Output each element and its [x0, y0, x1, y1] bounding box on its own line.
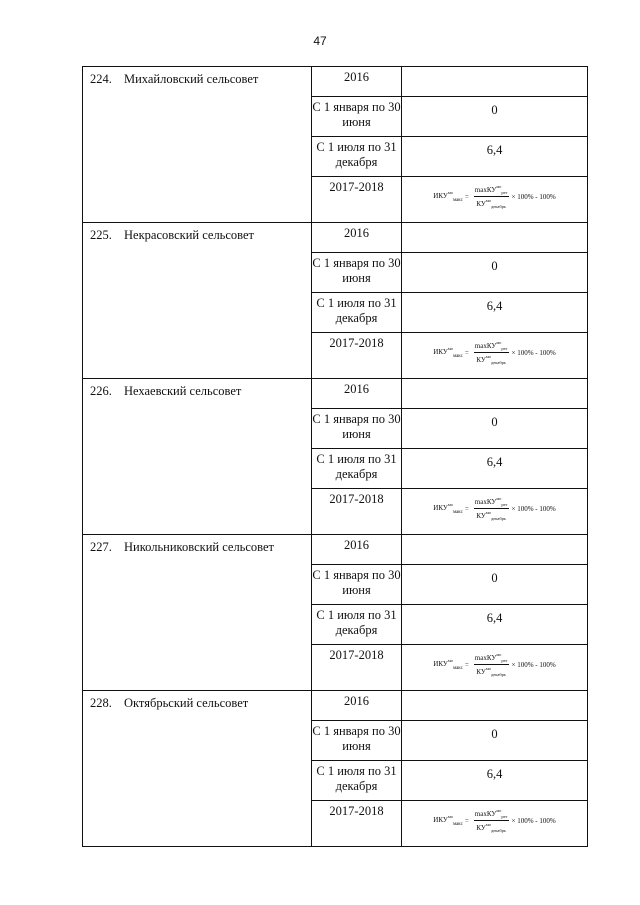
period-label: С 1 января по 30 июня	[312, 724, 401, 753]
table-row	[83, 379, 588, 409]
formula-den-sub: декабрь	[490, 672, 506, 677]
period-label: 2017-2018	[329, 492, 384, 506]
period-label: 2016	[344, 226, 369, 240]
municipality-name: Михайловский сельсовет	[124, 72, 259, 86]
value-cell	[402, 409, 588, 449]
period-label: 2016	[344, 70, 369, 84]
formula-lhs	[433, 190, 463, 203]
formula-denominator	[475, 821, 507, 833]
formula-lhs-sub: макс	[452, 510, 463, 515]
formula	[433, 808, 555, 833]
value-text: 0	[491, 259, 498, 273]
value-cell	[402, 605, 588, 645]
value-text: 0	[491, 415, 498, 429]
period-label: 2017-2018	[329, 648, 384, 662]
formula-den-sup: мо	[485, 822, 491, 827]
value-cell	[402, 293, 588, 333]
formula-lhs	[433, 346, 463, 359]
formula-num-sub: рег	[501, 502, 508, 507]
formula-equals: =	[464, 816, 469, 825]
formula-num-sub: рег	[501, 190, 508, 195]
formula-num-sub: рег	[501, 658, 508, 663]
period-label: С 1 января по 30 июня	[312, 100, 401, 129]
row-number: 227.	[90, 540, 112, 554]
formula-lhs-sup: мо	[447, 814, 453, 819]
formula-numerator	[474, 340, 509, 353]
municipality-cell	[83, 67, 312, 223]
formula	[433, 184, 555, 209]
period-cell	[312, 565, 402, 605]
period-cell	[312, 379, 402, 409]
formula-num-text: maxКУ	[474, 498, 497, 506]
value-text: 0	[491, 103, 498, 117]
formula-lhs	[433, 658, 463, 671]
formula-den-sup: мо	[485, 354, 491, 359]
formula-num-sup: мо	[496, 340, 502, 345]
formula-lhs-text: ИКУ	[433, 504, 448, 512]
formula-den-sup: мо	[485, 198, 491, 203]
period-label: 2016	[344, 538, 369, 552]
formula-equals: =	[464, 504, 469, 513]
period-label: 2016	[344, 382, 369, 396]
formula-fraction	[474, 184, 509, 209]
period-label: 2017-2018	[329, 336, 384, 350]
formula-denominator	[475, 197, 507, 209]
value-cell	[402, 97, 588, 137]
period-cell	[312, 97, 402, 137]
formula-numerator	[474, 184, 509, 197]
formula-den-text: КУ	[476, 668, 486, 676]
value-cell	[402, 67, 588, 97]
formula-tail: × 100% - 100%	[511, 504, 556, 513]
value-text: 6,4	[486, 455, 503, 469]
period-cell	[312, 645, 402, 691]
formula-den-sup: мо	[485, 510, 491, 515]
period-cell	[312, 223, 402, 253]
value-text: 6,4	[486, 299, 503, 313]
formula-tail: × 100% - 100%	[511, 660, 556, 669]
formula-den-text: КУ	[476, 356, 486, 364]
formula-den-text: КУ	[476, 824, 486, 832]
period-cell	[312, 691, 402, 721]
value-cell	[402, 761, 588, 801]
period-cell	[312, 67, 402, 97]
municipality-name: Никольниковский сельсовет	[124, 540, 275, 554]
period-cell	[312, 535, 402, 565]
value-text: 0	[491, 727, 498, 741]
formula-numerator	[474, 652, 509, 665]
period-label: С 1 января по 30 июня	[312, 256, 401, 285]
period-cell	[312, 721, 402, 761]
formula-den-text: КУ	[476, 512, 486, 520]
formula	[433, 652, 555, 677]
formula-lhs	[433, 814, 463, 827]
formula-numerator	[474, 496, 509, 509]
period-cell	[312, 605, 402, 645]
table-row	[83, 691, 588, 721]
row-number: 226.	[90, 384, 112, 398]
table-body	[83, 67, 588, 847]
formula-fraction	[474, 808, 509, 833]
period-cell	[312, 333, 402, 379]
formula-lhs-sub: макс	[452, 666, 463, 671]
formula-denominator	[475, 353, 507, 365]
formula-tail: × 100% - 100%	[511, 816, 556, 825]
formula-num-sub: рег	[501, 346, 508, 351]
period-label: С 1 июля по 31 декабря	[316, 764, 397, 793]
formula-equals: =	[464, 660, 469, 669]
period-label: С 1 января по 30 июня	[312, 412, 401, 441]
formula-lhs-sub: макс	[452, 822, 463, 827]
row-number: 228.	[90, 696, 112, 710]
value-cell	[402, 721, 588, 761]
formula-tail: × 100% - 100%	[511, 348, 556, 357]
table-row	[83, 67, 588, 97]
municipality-cell	[83, 223, 312, 379]
formula-den-sub: декабрь	[490, 516, 506, 521]
period-label: 2017-2018	[329, 180, 384, 194]
formula-equals: =	[464, 192, 469, 201]
value-cell	[402, 137, 588, 177]
value-cell	[402, 449, 588, 489]
formula-denominator	[475, 509, 507, 521]
formula-lhs-text: ИКУ	[433, 816, 448, 824]
value-cell	[402, 223, 588, 253]
formula-num-text: maxКУ	[474, 654, 497, 662]
period-cell	[312, 489, 402, 535]
formula-lhs-text: ИКУ	[433, 660, 448, 668]
formula-lhs	[433, 502, 463, 515]
period-cell	[312, 293, 402, 333]
formula-cell	[402, 489, 588, 535]
formula-fraction	[474, 340, 509, 365]
table-row	[83, 223, 588, 253]
page-number: 47	[313, 34, 327, 48]
formula-num-text: maxКУ	[474, 810, 497, 818]
municipality-cell	[83, 691, 312, 847]
tariff-table	[82, 66, 588, 847]
municipality-name: Некрасовский сельсовет	[124, 228, 255, 242]
municipality-cell	[83, 535, 312, 691]
period-cell	[312, 137, 402, 177]
formula-lhs-text: ИКУ	[433, 192, 448, 200]
formula-cell	[402, 645, 588, 691]
formula-cell	[402, 177, 588, 223]
value-text: 6,4	[486, 767, 503, 781]
period-cell	[312, 801, 402, 847]
period-label: С 1 января по 30 июня	[312, 568, 401, 597]
formula-lhs-text: ИКУ	[433, 348, 448, 356]
period-label: 2017-2018	[329, 804, 384, 818]
formula	[433, 496, 555, 521]
formula-equals: =	[464, 348, 469, 357]
formula-num-text: maxКУ	[474, 342, 497, 350]
period-cell	[312, 177, 402, 223]
period-label: С 1 июля по 31 декабря	[316, 608, 397, 637]
period-label: 2016	[344, 694, 369, 708]
period-cell	[312, 409, 402, 449]
period-cell	[312, 449, 402, 489]
formula-lhs-sup: мо	[447, 346, 453, 351]
formula-num-sup: мо	[496, 652, 502, 657]
value-text: 0	[491, 571, 498, 585]
formula-den-sub: декабрь	[490, 360, 506, 365]
value-cell	[402, 253, 588, 293]
municipality-name: Октябрьский сельсовет	[124, 696, 249, 710]
municipality-name: Нехаевский сельсовет	[124, 384, 242, 398]
formula-lhs-sup: мо	[447, 190, 453, 195]
formula-num-sub: рег	[501, 814, 508, 819]
formula-lhs-sup: мо	[447, 658, 453, 663]
formula-denominator	[475, 665, 507, 677]
formula-numerator	[474, 808, 509, 821]
period-label: С 1 июля по 31 декабря	[316, 140, 397, 169]
period-cell	[312, 761, 402, 801]
formula	[433, 340, 555, 365]
formula-den-text: КУ	[476, 200, 486, 208]
value-cell	[402, 535, 588, 565]
formula-num-sup: мо	[496, 184, 502, 189]
formula-cell	[402, 801, 588, 847]
formula-fraction	[474, 496, 509, 521]
formula-num-sup: мо	[496, 496, 502, 501]
formula-den-sup: мо	[485, 666, 491, 671]
formula-lhs-sub: макс	[452, 354, 463, 359]
formula-tail: × 100% - 100%	[511, 192, 556, 201]
value-cell	[402, 691, 588, 721]
formula-den-sub: декабрь	[490, 828, 506, 833]
municipality-cell	[83, 379, 312, 535]
formula-den-sub: декабрь	[490, 204, 506, 209]
value-text: 6,4	[486, 611, 503, 625]
formula-cell	[402, 333, 588, 379]
formula-num-text: maxКУ	[474, 186, 497, 194]
value-cell	[402, 379, 588, 409]
table-row	[83, 535, 588, 565]
period-cell	[312, 253, 402, 293]
period-label: С 1 июля по 31 декабря	[316, 296, 397, 325]
formula-lhs-sub: макс	[452, 198, 463, 203]
period-label: С 1 июля по 31 декабря	[316, 452, 397, 481]
formula-lhs-sup: мо	[447, 502, 453, 507]
value-cell	[402, 565, 588, 605]
value-text: 6,4	[486, 143, 503, 157]
formula-fraction	[474, 652, 509, 677]
row-number: 225.	[90, 228, 112, 242]
formula-num-sup: мо	[496, 808, 502, 813]
row-number: 224.	[90, 72, 112, 86]
